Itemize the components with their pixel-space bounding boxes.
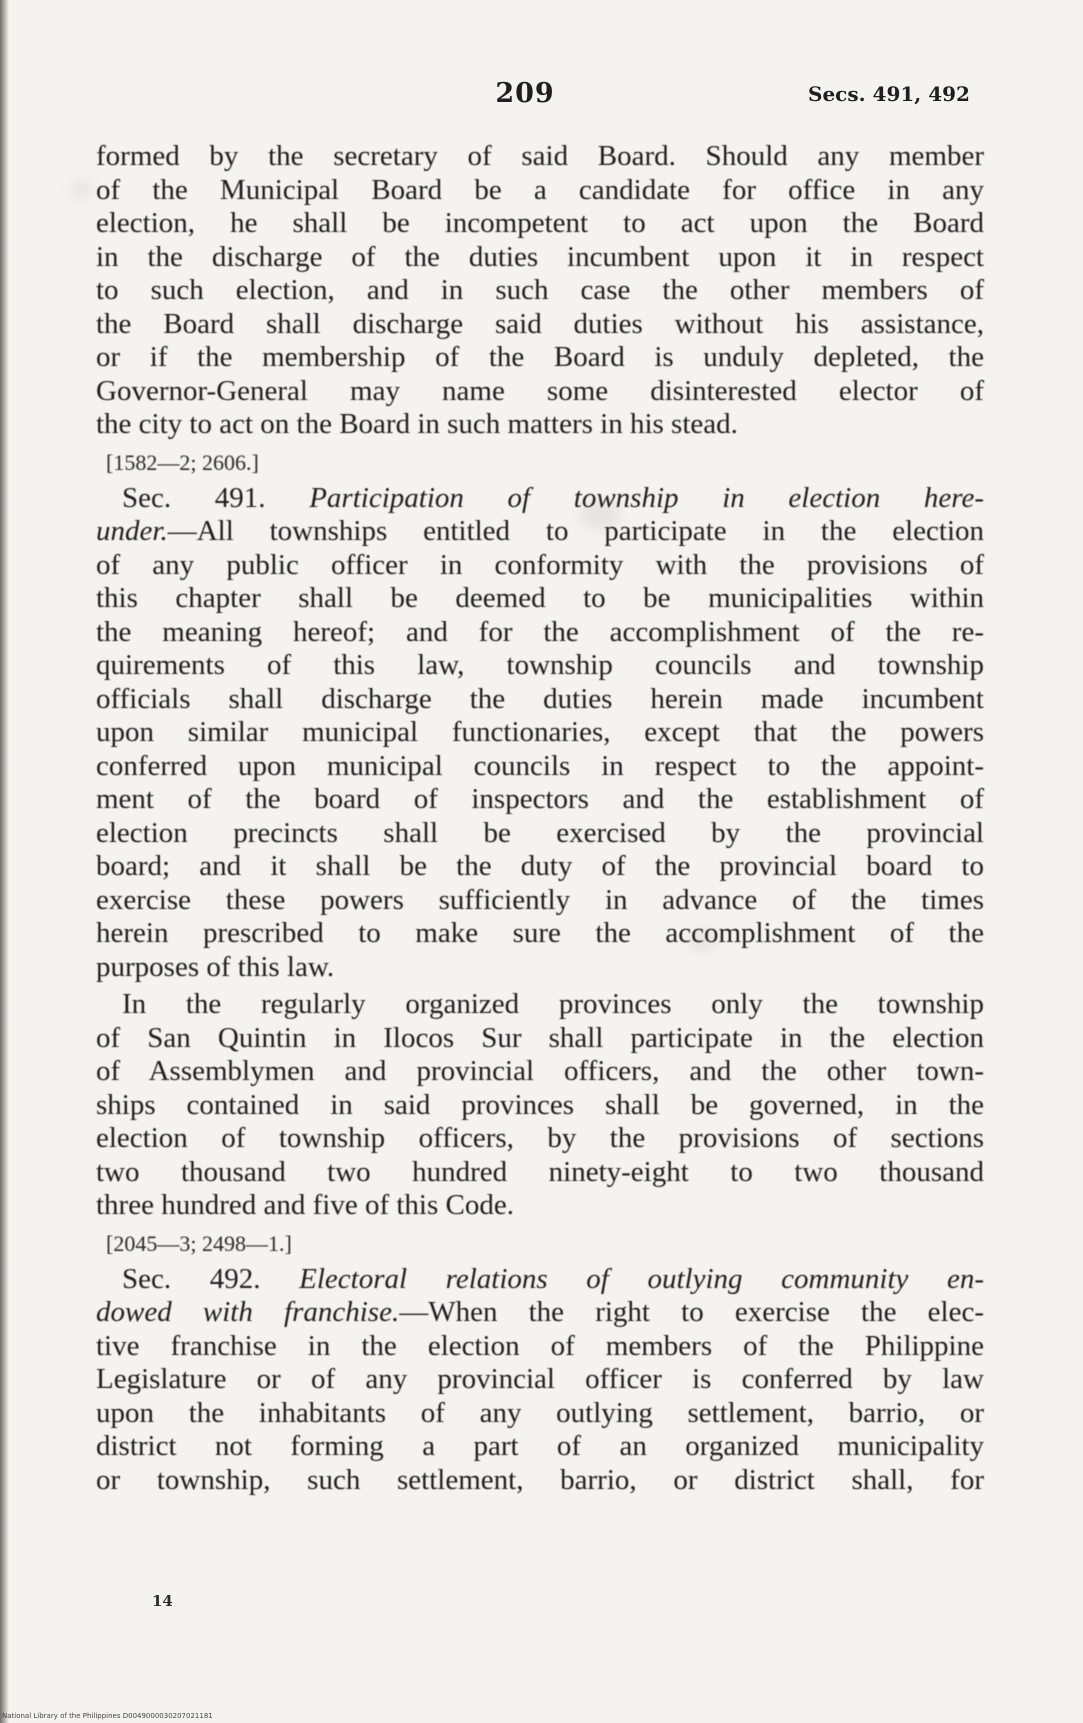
text-line: three hundred and five of this Code. (96, 1189, 514, 1221)
page-number: 209 (495, 78, 555, 109)
scanner-caption: National Library of the Philippines D0049000030207021181 (2, 1712, 213, 1720)
text-line: or if the membership of the Board is unduly depleted, the (96, 341, 984, 373)
text-line: quirements of this law, township councils and township (96, 649, 984, 681)
section-heading-line (96, 1296, 984, 1330)
text-line: the city to act on the Board in such matters in his stead. (96, 408, 738, 440)
text-line: tive franchise in the election of members of the Philippine (96, 1329, 984, 1362)
text-line: ment of the board of inspectors and the establishment of (96, 783, 984, 815)
text-line: or township, such settlement, barrio, or district shall, for (96, 1463, 984, 1496)
signature-folio: 14 (152, 1592, 173, 1610)
legislative-citation: [2045—3; 2498—1.] (106, 1230, 292, 1256)
text-line: to such election, and in such case the other members of (96, 274, 984, 306)
text-line: purposes of this law. (96, 950, 335, 983)
section-491 (96, 482, 984, 985)
section-title-continued: under. (96, 515, 168, 547)
running-head-sections: Secs. 491, 492 (808, 82, 970, 106)
section-label: Sec. 492. (122, 1262, 261, 1295)
text-line: officials shall discharge the duties herein made incumbent (96, 682, 984, 715)
section-heading-line (96, 1263, 984, 1297)
text-line: in the discharge of the duties incumbent upon it in respect (96, 240, 984, 273)
text-line: of San Quintin in Ilocos Sur shall participate in the election (96, 1021, 984, 1054)
text-line: conferred upon municipal councils in respect to the appoint- (96, 749, 984, 782)
section-title: Electoral relations of outlying community en- (299, 1262, 985, 1295)
text-line: board; and it shall be the duty of the provincial board to (96, 850, 984, 882)
section-title-continued: dowed with franchise. (96, 1296, 400, 1328)
paragraph-township (96, 988, 984, 1223)
text-line: election precincts shall be exercised by the provincial (96, 816, 984, 849)
text-line: election, he shall be incompetent to act upon the Board (96, 207, 984, 239)
text-line: two thousand two hundred ninety-eight to two thousand (96, 1155, 984, 1188)
text-line: upon the inhabitants of any outlying settlement, barrio, or (96, 1396, 984, 1429)
scan-smudge (72, 180, 90, 198)
text-line: exercise these powers sufficiently in advance of the times (96, 883, 984, 916)
text-line: formed by the secretary of said Board. Should any member (96, 140, 984, 172)
binding-edge (0, 0, 9, 1723)
text-line: the meaning hereof; and for the accomplishment of the re- (96, 615, 984, 648)
section-label: Sec. 491. (122, 481, 266, 514)
text-line: herein prescribed to make sure the accomplishment of the (96, 917, 984, 949)
text-line: of the Municipal Board be a candidate for office in any (96, 173, 984, 206)
text-line: of any public officer in conformity with the provisions of (96, 548, 984, 581)
text-line: election of township officers, by the provisions of sections (96, 1122, 984, 1154)
section-title: Participation of township in election here- (309, 481, 984, 514)
text-line: of Assemblymen and provincial officers, and the other town- (96, 1055, 984, 1087)
text-line: upon similar municipal functionaries, except that the powers (96, 716, 984, 748)
section-heading-line (96, 482, 984, 516)
section-text: —When the right to exercise the elec- (399, 1296, 984, 1328)
text-line: ships contained in said provinces shall be governed, in the (96, 1088, 984, 1121)
legislative-citation: [1582—2; 2606.] (106, 449, 259, 475)
paragraph-continuation (96, 140, 984, 442)
text-line: district not forming a part of an organized municipality (96, 1430, 984, 1462)
text-line: the Board shall discharge said duties without his assistance, (96, 307, 984, 340)
section-492 (96, 1263, 984, 1498)
text-line: this chapter shall be deemed to be municipalities within (96, 582, 984, 614)
text-line: Legislature or of any provincial officer is conferred by law (96, 1363, 984, 1395)
section-text: —All townships entitled to participate in the election (167, 515, 984, 547)
section-heading-line (96, 515, 984, 549)
text-line: Governor-General may name some disinterested elector of (96, 374, 984, 407)
text-line: In the regularly organized provinces only the township (122, 988, 984, 1020)
body-text (96, 140, 984, 1497)
